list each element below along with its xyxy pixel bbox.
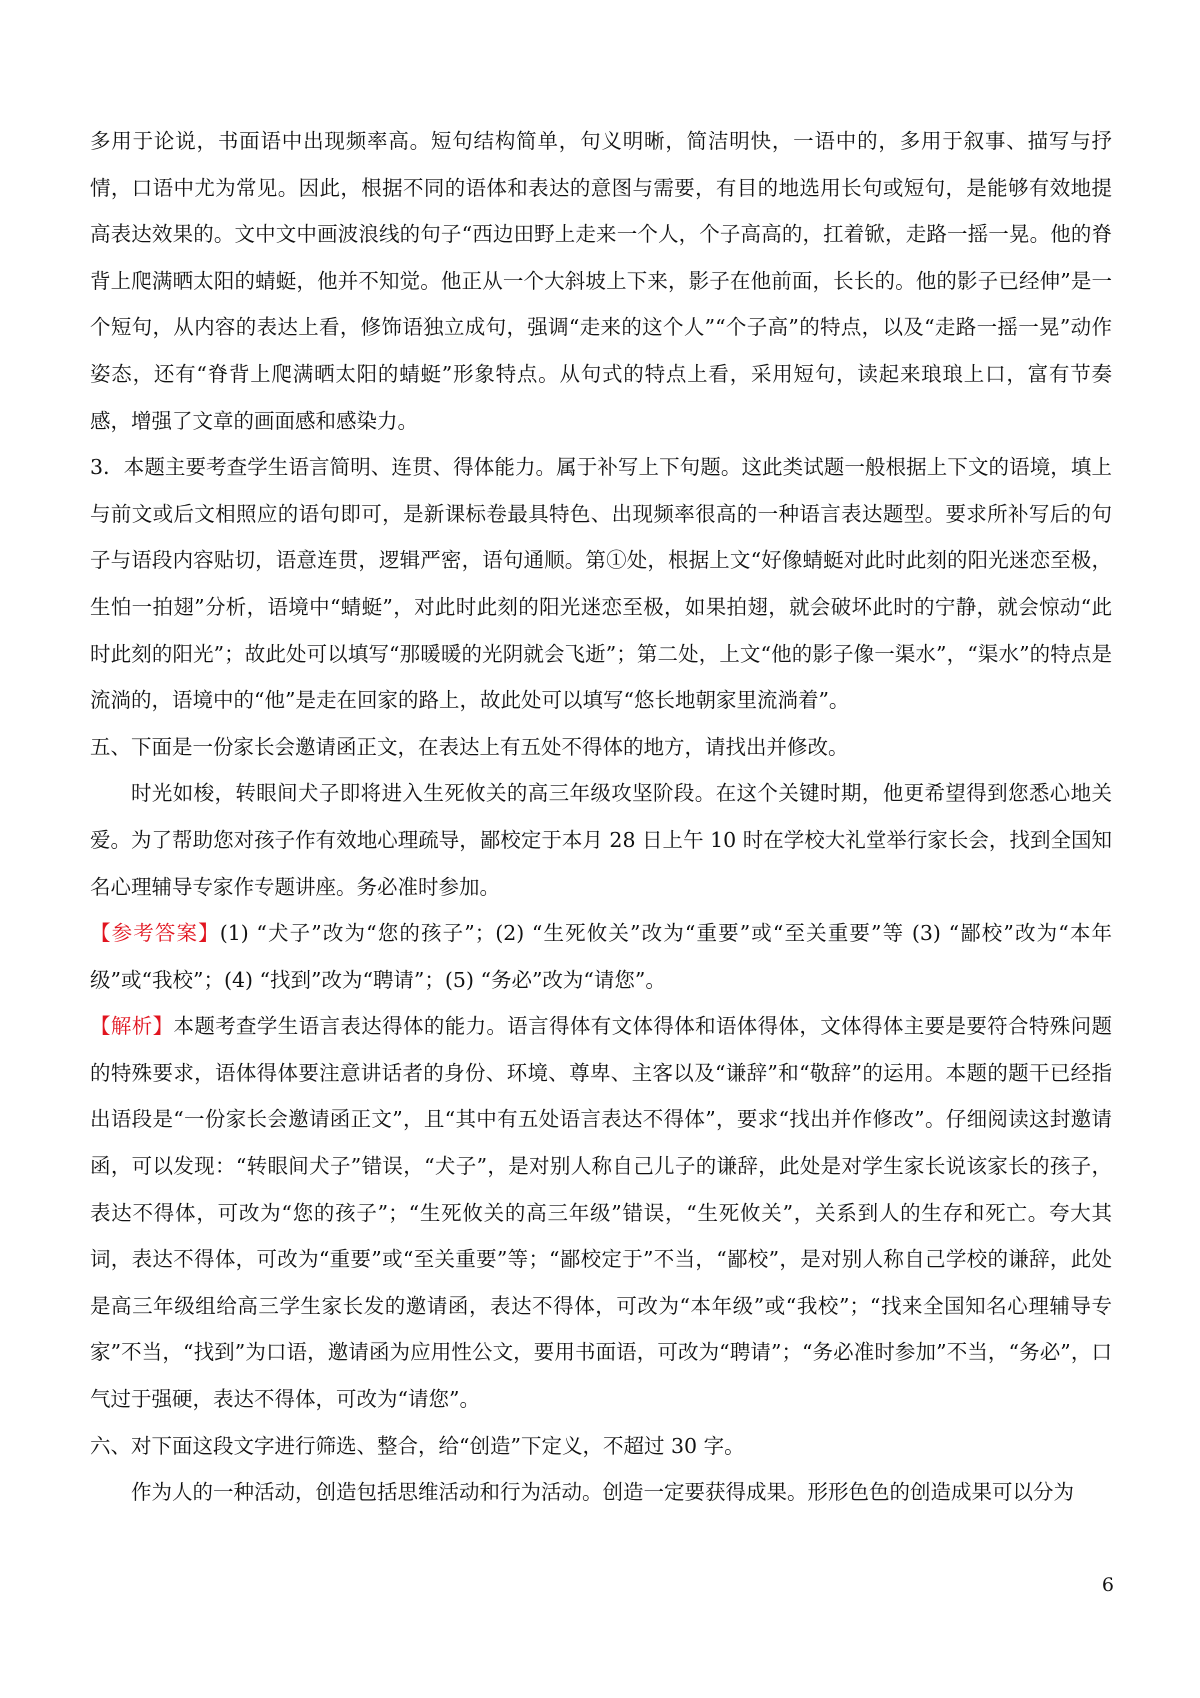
document-body xyxy=(90,118,1112,1516)
explanation-tag: 【解析】 xyxy=(90,1014,174,1039)
question-6-prompt: 六、对下面这段文字进行筛选、整合，给“创造”下定义，不超过 30 字。 xyxy=(90,1433,745,1458)
reference-answer-paragraph xyxy=(90,910,1112,1003)
definition-source-text: 作为人的一种活动，创造包括思维活动和行为活动。创造一定要获得成果。形形色色的创造成果可以分为 xyxy=(131,1480,1074,1505)
analysis-paragraph-sentence-style: 多用于论说，书面语中出现频率高。短句结构简单，句义明晰，简洁明快，一语中的，多用于叙事、描写与抒情，口语中尤为常见。因此，根据不同的语体和表达的意图与需要，有目的地选用长句或短句，是能够有效地提高表达效果的。文中文中画波浪线的句子“西边田野上走来一个人，个子高高的，扛着锨，走路一摇一晃。他的脊背上爬满晒太阳的蜻蜓，他并不知觉。他正从一个大斜坡上下来，影子在他前面，长长的。他的影子已经伸”是一个短句，从内容的表达上看，修饰语独立成句，强调“走来的这个人”“个子高”的特点，以及“走路一摇一晃”动作姿态，还有“脊背上爬满晒太阳的蜻蜓”形象特点。从句式的特点上看，采用短句，读起来琅琅上口，富有节奏感，增强了文章的画面感和感染力。 xyxy=(90,129,1112,433)
invitation-letter-text: 时光如梭，转眼间犬子即将进入生死攸关的高三年级攻坚阶段。在这个关键时期，他更希望得到您悉心地关爱。为了帮助您对孩子作有效地心理疏导，鄙校定于本月 28 日上午 10 时在学校大礼堂举行家长会，找到全国知名心理辅导专家作专题讲座。务必准时参加。 xyxy=(90,781,1112,899)
explanation-paragraph xyxy=(90,1003,1112,1422)
page-number: 6 xyxy=(1101,1574,1114,1596)
question-5-prompt: 五、下面是一份家长会邀请函正文，在表达上有五处不得体的地方，请找出并修改。 xyxy=(90,734,849,759)
reference-answer-text: (1) “犬子”改为“您的孩子”；(2) “生死攸关”改为“重要”或“至关重要”等 (3) “鄙校”改为“本年级”或“我校”；(4) “找到”改为“聘请”；(5) “务必”改为“请您”。 xyxy=(90,921,1113,992)
explanation-text: 本题考查学生语言表达得体的能力。语言得体有文体得体和语体得体，文体得体主要是要符合特殊问题的特殊要求，语体得体要注意讲话者的身份、环境、尊卑、主客以及“谦辞”和“敬辞”的运用。本题的题干已经指出语段是“一份家长会邀请函正文”，且“其中有五处语言表达不得体”，要求“找出并作修改”。仔细阅读这封邀请函，可以发现：“转眼间犬子”错误，“犬子”，是对别人称自己儿子的谦辞，此处是对学生家长说该家长的孩子，表达不得体，可改为“您的孩子”；“生死攸关的高三年级”错误，“生死攸关”，关系到人的生存和死亡。夸大其词，表达不得体，可改为“重要”或“至关重要”等；“鄙校定于”不当，“鄙校”，是对别人称自己学校的谦辞，此处是高三年级组给高三学生家长发的邀请函，表达不得体，可改为“本年级”或“我校”；“找来全国知名心理辅导专家”不当，“找到”为口语，邀请函为应用性公文，要用书面语，可改为“聘请”；“务必准时参加”不当，“务必”，口气过于强硬，表达不得体，可改为“请您”。 xyxy=(90,1014,1113,1412)
reference-answer-tag: 【参考答案】 xyxy=(90,921,220,946)
analysis-paragraph-question-3: 3．本题主要考查学生语言简明、连贯、得体能力。属于补写上下句题。这此类试题一般根据上下文的语境，填上与前文或后文相照应的语句即可，是新课标卷最具特色、出现频率很高的一种语言表达题型。要求所补写后的句子与语段内容贴切，语意连贯，逻辑严密，语句通顺。第①处，根据上文“好像蜻蜓对此时此刻的阳光迷恋至极，生怕一拍翅”分析，语境中“蜻蜓”，对此时此刻的阳光迷恋至极，如果拍翅，就会破坏此时的宁静，就会惊动“此时此刻的阳光”；故此处可以填写“那暖暖的光阴就会飞逝”；第二处，上文“他的影子像一渠水”，“渠水”的特点是流淌的，语境中的“他”是走在回家的路上，故此处可以填写“悠长地朝家里流淌着”。 xyxy=(90,455,1112,713)
